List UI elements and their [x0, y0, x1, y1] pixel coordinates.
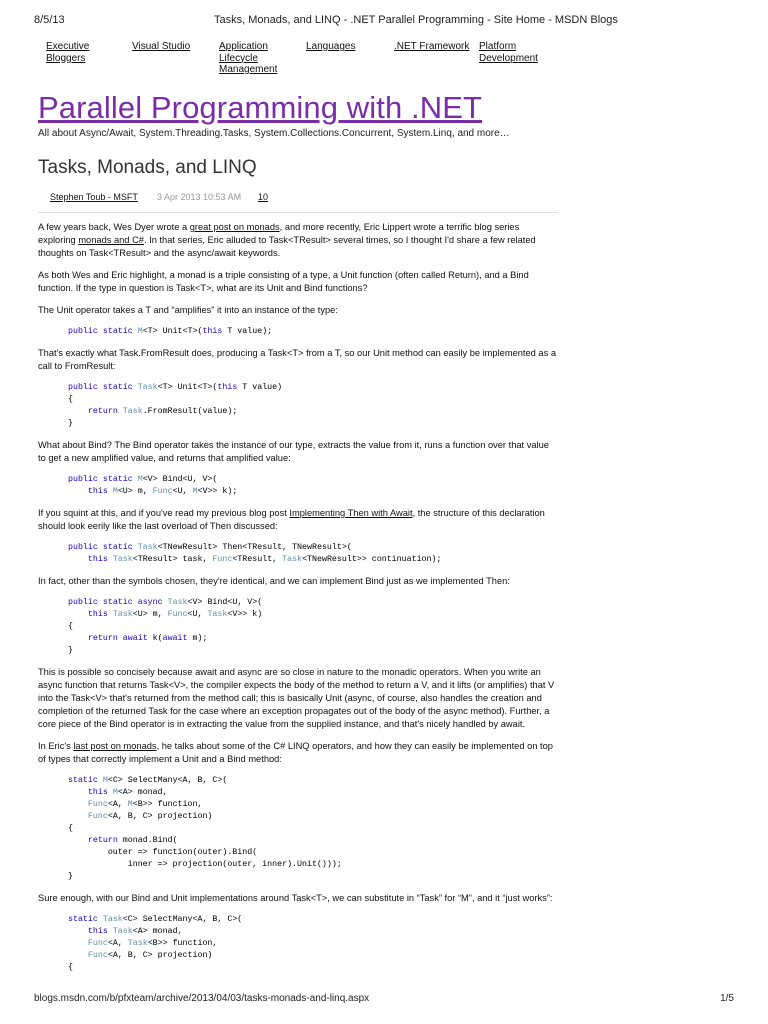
paragraph	[38, 507, 558, 533]
paragraph	[38, 221, 558, 260]
paragraph: What about Bind? The Bind operator takes the instance of our type, extracts the value from it, runs a function over that value to get a new amplified value, and returns that amplified value:	[38, 440, 549, 463]
paragraph	[38, 740, 558, 766]
text: , the structure of this declaration should look eerily like the last overload of Then discussed:	[38, 508, 545, 531]
nav-executive-bloggers[interactable]: Executive Bloggers	[46, 41, 90, 64]
page-url: blogs.msdn.com/b/pfxteam/archive/2013/04/03/tasks-monads-and-linq.aspx	[34, 993, 370, 1004]
code-block-then-signature: public static Task<TNewResult> Then<TResult, TNewResult>( this Task<TResult> task, Func<TResult, Task<TNewResult>> continuation);	[68, 543, 442, 564]
implementing-then-with-await-link[interactable]: Implementing Then with Await	[289, 508, 413, 518]
text: If you squint at this, and if you've read my previous blog post	[38, 508, 290, 518]
divider	[38, 212, 558, 213]
text: . In that series, Eric alluded to Task<TResult> several times, so I thought I'd share a few related thoughts on Task<TResult> and the async/await keywords.	[38, 235, 536, 258]
paragraph: Sure enough, with our Bind and Unit implementations around Task<T>, we can substitute in “Task” for “M”, and it “just works”:	[38, 893, 553, 903]
nav-visual-studio[interactable]: Visual Studio	[132, 41, 191, 52]
paragraph: The Unit operator takes a T and “amplifies” it into an instance of the type:	[38, 305, 338, 315]
print-page-title: Tasks, Monads, and LINQ - .NET Parallel Programming - Site Home - MSDN Blogs	[214, 14, 618, 26]
text: , he talks about some of the C# LINQ operators, and how they can easily be implemented on top of types that correctly implement a Unit and a Bind method:	[38, 741, 553, 764]
blog-title[interactable]: Parallel Programming with .NET	[38, 90, 483, 125]
paragraph: This is possible so concisely because await and async are so close in nature to the monadic operators. When you write an async function that returns Task<V>, the compiler expects the body of the method to return a V, and it lifts (or amplifies) that V into the Task<V> that's returned from the method call; this is basically Unit (async, of course, also handles the creation and completion of the returned Task for the case where an exception propagates out of the body of the async method). Further, a core piece of the Bind operator is in extracting the value from the supplied instance, and that's nicely handled by await.	[38, 667, 555, 729]
text: In Eric's	[38, 741, 74, 751]
code-block-bind-impl: public static async Task<V> Bind<U, V>( this Task<U> m, Func<U, Task<V>> k) { return await k(await m); }	[68, 598, 263, 655]
post-body	[38, 221, 558, 983]
print-date: 8/5/13	[34, 14, 65, 26]
comment-count-link[interactable]: 10	[258, 192, 269, 202]
code-block-bind-signature: public static M<V> Bind<U, V>( this M<U> m, Func<U, M<V>> k);	[68, 475, 238, 496]
code-block-unit-impl: public static Task<T> Unit<T>(this T value) { return Task.FromResult(value); }	[68, 383, 283, 428]
nav-net-framework[interactable]: .NET Framework	[394, 41, 470, 52]
last-post-on-monads-link[interactable]: last post on monads	[73, 741, 157, 751]
nav-platform-development[interactable]: Platform Development	[479, 41, 538, 64]
code-block-unit-signature: public static M<T> Unit<T>(this T value);	[68, 327, 273, 336]
page-number: 1/5	[720, 993, 734, 1004]
paragraph: That's exactly what Task.FromResult does, producing a Task<T> from a T, so our Unit method can easily be implemented as a call to FromResult:	[38, 348, 557, 371]
paragraph: In fact, other than the symbols chosen, they're identical, and we can implement Bind just as we implemented Then:	[38, 576, 510, 586]
text: , and more recently, Eric Lippert wrote a terrific blog series exploring	[38, 222, 520, 245]
post-date: 3 Apr 2013 10:53 AM	[157, 192, 242, 202]
nav-alm[interactable]: Application Lifecycle Management	[219, 41, 278, 75]
monads-and-csharp-link[interactable]: monads and C#	[78, 235, 144, 245]
nav-languages[interactable]: Languages	[306, 41, 356, 52]
post-title: Tasks, Monads, and LINQ	[38, 157, 257, 178]
text: A few years back, Wes Dyer wrote a	[38, 222, 190, 232]
great-post-on-monads-link[interactable]: great post on monads	[189, 222, 280, 232]
code-block-selectmany-task: static Task<C> SelectMany<A, B, C>( this Task<A> monad, Func<A, Task<B>> function, Func<A, B, C> projection) {	[68, 915, 243, 972]
post-author-link[interactable]: Stephen Toub - MSFT	[50, 192, 138, 202]
blog-description: All about Async/Await, System.Threading.Tasks, System.Collections.Concurrent, System.Linq, and more…	[38, 128, 510, 139]
paragraph: As both Wes and Eric highlight, a monad is a triple consisting of a type, a Unit function (often called Return), and a Bind function. If the type in question is Task<T>, what are its Unit and Bind functions?	[38, 270, 529, 293]
code-block-selectmany-m: static M<C> SelectMany<A, B, C>( this M<A> monad, Func<A, M<B>> function, Func<A, B, C> projection) { return monad.Bind( outer => function(outer).Bind( inner => projection(outer, inner).Unit())); }	[68, 776, 342, 881]
